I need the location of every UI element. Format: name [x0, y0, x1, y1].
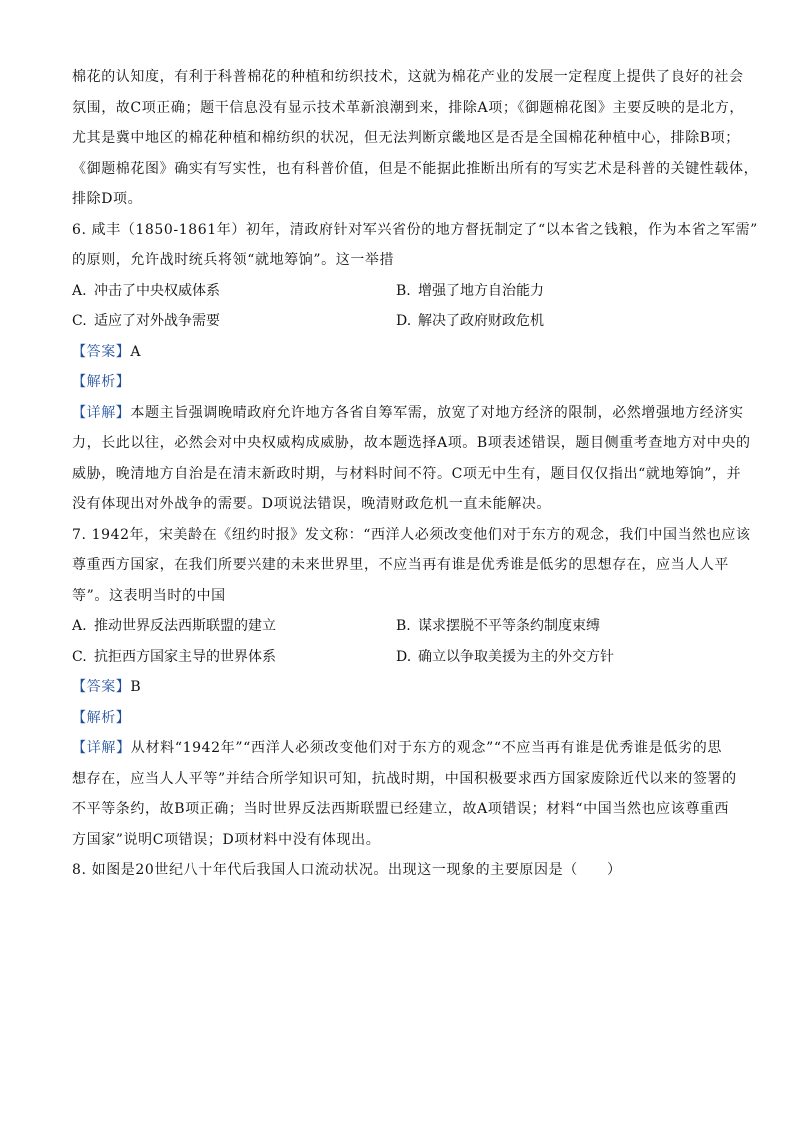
q6-analysis-heading: [72, 367, 722, 398]
prev-analysis-line-5: 排除D项。: [72, 191, 143, 207]
prev-analysis-line-2: 氛围，故C项正确；题干信息没有显示技术革新浪潮到来，排除A项；《御题棉花图》主要反映的是北方，: [72, 99, 745, 116]
analysis-tag: 【解析】: [72, 709, 131, 726]
q7-stem-line-1: 7. 1942年，宋美龄在《纽约时报》发文称：“西洋人必须改变他们对于东方的观念，我们中国当然也应该: [72, 526, 751, 543]
q6-option-d[interactable]: [396, 306, 544, 337]
q6-option-b[interactable]: [396, 276, 544, 307]
prev-analysis-line-1: 棉花的认知度，有利于科普棉花的种植和纺织技术，这就为棉花产业的发展一定程度上提供了良好的社会: [72, 69, 744, 85]
option-letter: D.: [396, 313, 412, 329]
q6-options-row-1: [72, 276, 722, 307]
q7-stem-line-3: 等”。这表明当时的中国: [72, 587, 226, 604]
option-text: 确立以争取美援为主的外交方针: [418, 648, 614, 665]
option-text: 谋求摆脱不平等条约制度束缚: [418, 618, 600, 634]
document-page: [72, 62, 759, 886]
option-text: 抗拒西方国家主导的世界体系: [94, 648, 276, 665]
detail-text: 本题主旨强调晚晴政府允许地方各省自筹军需，放宽了对地方经济的限制，必然增强地方经济实: [130, 404, 744, 421]
q7-option-a[interactable]: [72, 611, 276, 642]
option-text: 冲击了中央权威体系: [94, 282, 220, 299]
option-letter: A.: [72, 282, 87, 299]
answer-tag: 【答案】: [72, 343, 131, 360]
q8-stem: 8. 如图是20世纪八十年代后我国人口流动状况。出现这一现象的主要原因是（ ）: [72, 862, 622, 878]
question-7: [72, 520, 751, 856]
option-letter: B.: [396, 282, 411, 299]
option-letter: C.: [72, 648, 87, 665]
q7-detail-line-3: 不平等条约，故B项正确；当时世界反法西斯联盟已经建立，故A项错误；材料“中国当然也应该尊重西: [72, 801, 730, 817]
detail-tag: 【详解】: [72, 740, 131, 756]
analysis-tag: 【解析】: [72, 374, 131, 390]
q7-stem-line-2: 尊重西方国家，在我们所要兴建的未来世界里，不应当再有谁是优秀谁是低劣的思想存在，应当人人平: [72, 557, 729, 573]
q7-option-d[interactable]: [396, 642, 614, 673]
detail-text: 从材料“1942年”“西洋人必须改变他们对于东方的观念”“不应当再有谁是优秀谁是低劣的思: [130, 740, 723, 756]
q7-analysis-heading: [72, 703, 722, 734]
q6-detail-line-4: 没有体现出对外战争的需要。D项说法错误，晚清财政危机一直未能解决。: [72, 496, 552, 512]
option-letter: C.: [72, 313, 87, 329]
question-6: [72, 215, 758, 520]
q6-detail-line-1: [72, 398, 744, 429]
prev-analysis: [72, 62, 759, 215]
option-text: 解决了政府财政危机: [418, 313, 544, 329]
q7-option-c[interactable]: [72, 642, 276, 673]
detail-tag: 【详解】: [72, 404, 131, 421]
q7-options-row-1: [72, 611, 722, 642]
q6-stem-line-1: 6. 咸丰（1850-1861年）初年，清政府针对军兴省份的地方督抚制定了“以本省之钱粮，作为本省之军需”: [72, 221, 758, 238]
prev-analysis-line-3: 尤其是冀中地区的棉花种植和棉纺织的状况，但无法判断京畿地区是否是全国棉花种植中心，排除B项；: [72, 130, 740, 146]
q6-stem-line-2: 的原则，允许战时统兵将领“就地筹饷”。这一举措: [72, 252, 395, 268]
q6-answer: [72, 337, 722, 368]
question-8: [72, 855, 722, 886]
q7-option-b[interactable]: [396, 611, 600, 642]
option-text: 增强了地方自治能力: [418, 282, 544, 299]
option-letter: B.: [396, 618, 411, 634]
prev-analysis-line-4: 《御题棉花图》确实有写实性，也有科普价值，但是不能据此推断出所有的写实艺术是科普的关键性载体，: [72, 160, 759, 177]
answer-value: B: [130, 679, 141, 695]
q7-options-row-2: [72, 642, 722, 673]
q6-detail-line-3: 威胁，晚清地方自治是在清末新政时期，与材料时间不符。C项无中生有，题目仅仅指出“就地筹饷”，并: [72, 465, 742, 482]
option-letter: D.: [396, 648, 412, 665]
q7-detail-line-2: 想存在，应当人人平等”并结合所学知识可知，抗战时期，中国积极要求西方国家废除近代以来的签署的: [72, 770, 737, 787]
option-letter: A.: [72, 618, 87, 634]
q6-option-c[interactable]: [72, 306, 220, 337]
option-text: 适应了对外战争需要: [94, 313, 220, 329]
answer-tag: 【答案】: [72, 679, 131, 695]
answer-value: A: [130, 343, 141, 360]
q6-options-row-2: [72, 306, 722, 337]
q7-answer: [72, 672, 722, 703]
option-text: 推动世界反法西斯联盟的建立: [94, 618, 276, 634]
q7-detail-line-1: [72, 733, 722, 764]
q6-detail-line-2: 力，长此以往，必然会对中央权威构成威胁，故本题选择A项。B项表述错误，题目侧重考查地方对中央的: [72, 435, 751, 451]
q6-option-a[interactable]: [72, 276, 220, 307]
q7-detail-line-4: 方国家”说明C项错误；D项材料中没有体现出。: [72, 831, 381, 848]
